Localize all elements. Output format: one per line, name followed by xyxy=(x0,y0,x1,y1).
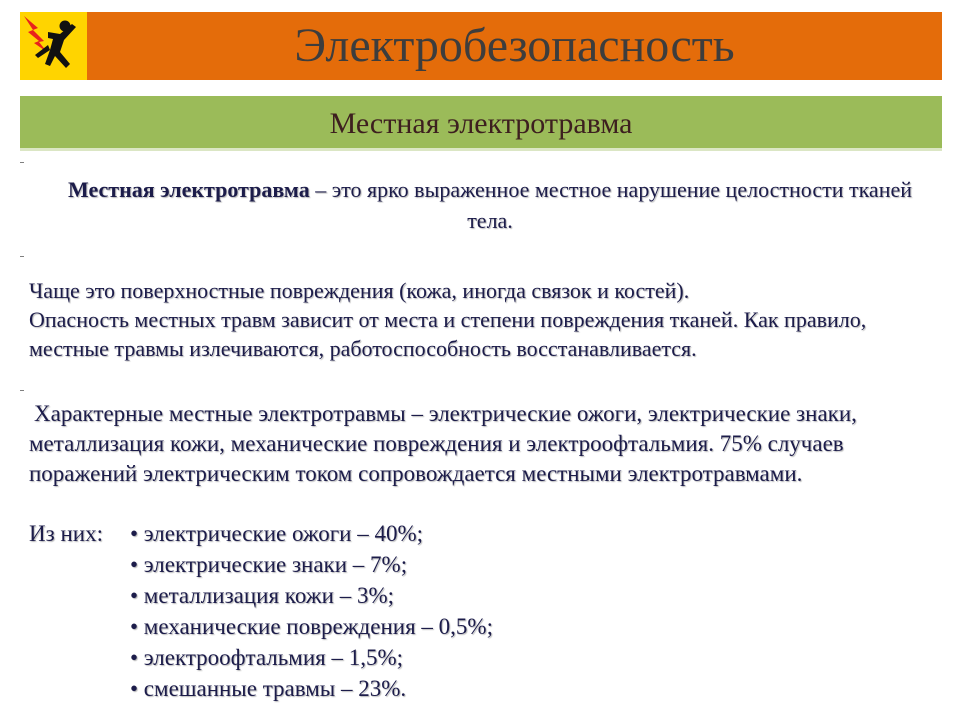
definition-paragraph xyxy=(60,174,920,236)
list-item-electroophthalmia: • электроофтальмия – 1,5%; xyxy=(130,645,404,670)
list-lead: Из них: xyxy=(29,521,103,546)
list-item xyxy=(29,549,929,580)
types-paragraph xyxy=(29,399,929,489)
details-line-1: Чаще это поверхностные повреждения (кожа, иногда связок и костей). xyxy=(29,278,690,303)
section-title: Местная электротравма xyxy=(329,107,633,140)
list-item xyxy=(29,611,929,642)
list-item xyxy=(29,580,929,611)
list-item xyxy=(29,673,929,704)
electric-shock-warning-icon xyxy=(20,12,87,80)
list-item-signs: • электрические знаки – 7%; xyxy=(130,552,408,577)
statistics-list xyxy=(29,518,929,704)
list-item-burns: • электрические ожоги – 40%; xyxy=(130,521,423,546)
bullet-marker xyxy=(20,162,24,163)
definition-term: Местная электротравма xyxy=(67,177,310,202)
bullet-marker xyxy=(20,256,24,257)
page-title: Электробезопасность xyxy=(294,19,735,72)
list-item xyxy=(29,642,929,673)
list-item-metallization: • металлизация кожи – 3%; xyxy=(130,583,394,608)
list-item-mechanical: • механические повреждения – 0,5%; xyxy=(130,614,493,639)
list-item xyxy=(29,518,929,549)
types-text: Характерные местные электротравмы – электрические ожоги, электрические знаки, металлизация кожи, механические повреждения и электроофтальмия. 75% случаев поражений электрическим током сопровождается местными электротравмами. xyxy=(29,401,857,486)
logo xyxy=(20,12,87,80)
bullet-marker xyxy=(20,390,24,391)
details-line-2: Опасность местных травм зависит от места и степени повреждения тканей. Как правило, местные травмы излечиваются, работоспособность восстанавливается. xyxy=(29,307,867,361)
list-item-mixed: • смешанные травмы – 23%. xyxy=(130,676,407,701)
details-paragraph xyxy=(29,276,929,363)
definition-text: – это ярко выраженное местное нарушение целостности тканей тела. xyxy=(309,177,913,233)
